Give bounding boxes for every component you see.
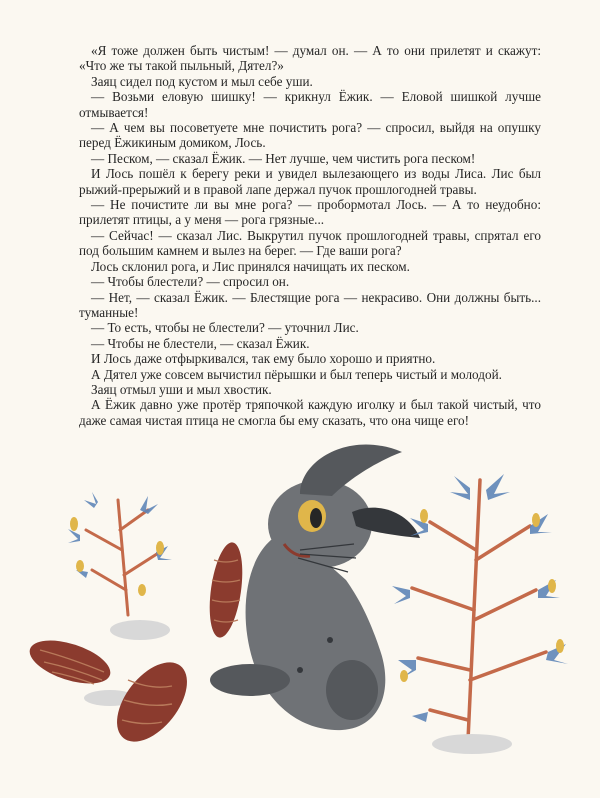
hare-illustration [0,440,600,798]
paragraph: Заяц сидел под кустом и мыл себе уши. [91,73,313,89]
left-branch [86,500,160,615]
paragraph: — То есть, чтобы не блестели? — уточнил Лис. [91,320,359,336]
paragraph: — Чтобы блестели? — спросил он. [91,274,290,290]
story-text [79,43,541,428]
paragraph: — А чем вы посоветуете мне почистить рога? — спросил, выйдя на опушку перед Ёжикиным домиком, Лось. [79,120,541,151]
paragraph: И Лось даже отфыркивался, так ему было хорошо и приятно. [91,351,436,367]
right-branch [412,480,546,740]
paragraph: А Ёжик давно уже протёр тряпочкой каждую иголку и был такой чистый, что даже самая чистая птица не смогла бы ему сказать, что она чище его! [79,397,541,428]
paragraph: — Чтобы не блестели, — сказал Ёжик. [91,335,310,351]
paragraph: «Я тоже должен быть чистым! — думал он. — А то они прилетят и скажут: «Что же ты такой пыльный, Дятел?» [79,43,541,74]
paragraph: — Нет, — сказал Ёжик. — Блестящие рога — некрасиво. Они должны быть... туманные! [79,289,541,320]
snow-patch-right [432,734,512,754]
paragraph: Лось склонил рога, и Лис принялся начищать их песком. [91,258,410,274]
pine-cone-held [204,540,247,639]
paragraph: — Возьми еловую шишку! — крикнул Ёжик. — Еловой шишкой лучше отмывается! [79,89,541,120]
paragraph: Заяц отмыл уши и мыл хвостик. [91,381,272,397]
hare [210,444,420,730]
paragraph: И Лось пошёл к берегу реки и увидел вылезающего из воды Лиса. Лис был рыжий-прерыжий и в правой лапе держал пучок прошлогодней травы. [79,166,541,197]
paragraph: А Дятел уже совсем вычистил пёрышки и был теперь чистый и молодой. [91,366,502,382]
paragraph: — Песком, — сказал Ёжик. — Нет лучше, чем чистить рога песком! [91,150,476,166]
paragraph: — Сейчас! — сказал Лис. Выкрутил пучок прошлогодней травы, спрятал его под большим камнем и вылез на берег. — Где ваши рога? [79,227,541,259]
pine-cone-left [24,632,115,692]
paragraph: — Не почистите ли вы мне рога? — пробормотал Лось. — А то неудобно: прилетят птицы, а у меня — рога грязные... [79,197,541,228]
